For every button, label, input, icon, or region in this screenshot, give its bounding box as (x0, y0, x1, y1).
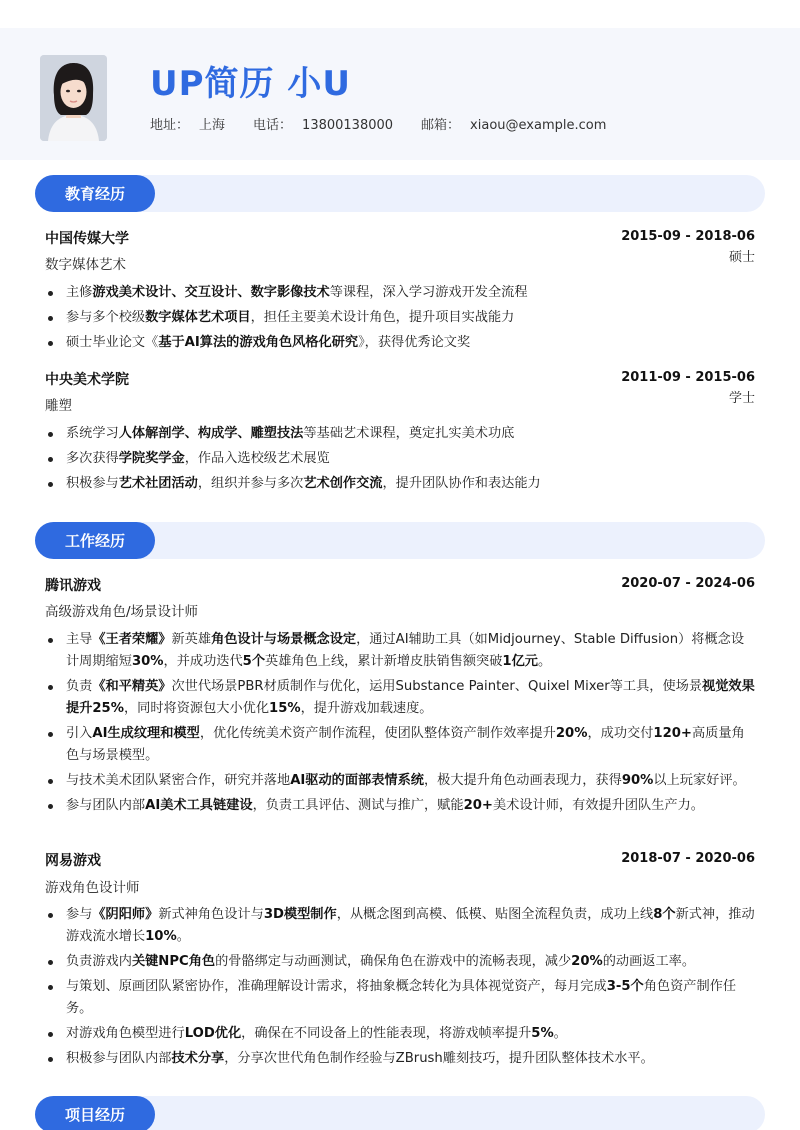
bullet-item (45, 723, 757, 767)
resume-header (0, 28, 800, 160)
major: 数字媒体艺术 (45, 257, 126, 273)
bullet-text: 对游戏角色模型进行 (66, 1026, 185, 1041)
bullet-text: 。 (553, 1026, 567, 1041)
bullet-highlight: 3-5个 (606, 979, 644, 994)
major: 雕塑 (45, 398, 72, 414)
bullet-text: ，提升团队协作和表达能力 (382, 476, 541, 491)
bullet-highlight: 10% (145, 929, 177, 944)
bullet-highlight: 20% (555, 726, 588, 741)
phone-value: 13800138000 (302, 118, 394, 133)
bullet-highlight: 关键NPC角色 (131, 954, 216, 969)
bullet-text: ，负责工具评估、测试与推广，赋能 (252, 798, 464, 813)
bullet-item (45, 976, 757, 1020)
bullet-text: ，并成功迭代 (163, 654, 243, 669)
bullet-highlight: 《和平精英》 (92, 679, 172, 694)
education-date: 2015-09 - 2018-06 (621, 229, 755, 244)
profile-photo (40, 55, 107, 141)
job-role: 高级游戏角色/场景设计师 (45, 604, 199, 620)
phone-info (253, 114, 393, 133)
job-role: 游戏角色设计师 (45, 880, 140, 896)
bullet-item (45, 1048, 757, 1070)
bullet-highlight: 视觉效果提升25% (66, 679, 755, 716)
bullet-text: 主修 (66, 285, 93, 300)
bullet-text: 与策划、原画团队紧密协作，准确理解设计需求，将抽象概念转化为具体视觉资产，每月完成 (66, 979, 607, 994)
bullet-highlight: 20% (571, 954, 603, 969)
education-bullets (45, 282, 757, 357)
bullet-text: 硕士毕业论文《 (66, 335, 159, 350)
bullet-text: ，成功交付 (587, 726, 654, 741)
bullet-highlight: 角色设计与场景概念设定 (211, 632, 357, 647)
bullet-item (45, 332, 757, 354)
work-bullets (45, 629, 757, 820)
bullet-text: 新式神，推动游戏流水增长 (66, 907, 755, 944)
bullet-text: ，极大提升角色动画表现力，获得 (424, 773, 622, 788)
bullet-text: 角色资产制作任务。 (66, 979, 737, 1016)
school-name: 中央美术学院 (45, 372, 129, 388)
bullet-highlight: 学院奖学金 (118, 451, 185, 466)
bullet-text: 新英雄 (171, 632, 212, 647)
email-label: 邮箱： (421, 118, 461, 133)
bullet-text: 英雄角色上线，累计新增皮肤销售额突破 (265, 654, 503, 669)
email-value: xiaou@example.com (470, 118, 607, 133)
bullet-text: 等基础艺术课程，奠定扎实美术功底 (303, 426, 515, 441)
bullet-highlight: 《阴阳师》 (92, 907, 159, 922)
bullet-highlight: 8个 (653, 907, 676, 922)
candidate-name: UP简历 小U (150, 64, 351, 104)
bullet-highlight: 游戏美术设计、交互设计、数字影像技术 (92, 285, 330, 300)
bullet-text: 多次获得 (66, 451, 119, 466)
bullet-text: 高质量角色与场景模型。 (66, 726, 745, 763)
bullet-highlight: 1亿元 (502, 654, 538, 669)
bullet-highlight: 基于AI算法的游戏角色风格化研究 (158, 335, 359, 350)
work-date: 2020-07 - 2024-06 (621, 576, 755, 591)
bullet-item (45, 282, 757, 304)
bullet-text: ，同时将资源包大小优化 (123, 701, 270, 716)
bullet-text: 引入 (66, 726, 93, 741)
bullet-highlight: AI美术工具链建设 (145, 798, 253, 813)
bullet-text: 负责 (66, 679, 93, 694)
degree: 硕士 (728, 250, 755, 265)
bullet-text: 系统学习 (66, 426, 119, 441)
bullet-text: 与技术美术团队紧密合作，研究并落地 (66, 773, 291, 788)
bullet-item (45, 676, 757, 720)
bullet-highlight: 120+ (653, 726, 692, 741)
bullet-highlight: 30% (131, 654, 164, 669)
portrait-image (40, 55, 107, 141)
bullet-highlight: AI生成纹理和模型 (92, 726, 200, 741)
bullet-highlight: 数字媒体艺术项目 (145, 310, 251, 325)
work-bullets (45, 904, 757, 1073)
bullet-item (45, 770, 757, 792)
bullet-item (45, 1023, 757, 1045)
bullet-text: 等课程，深入学习游戏开发全流程 (329, 285, 528, 300)
address-info (150, 114, 225, 133)
bullet-text: ，确保在不同设备上的性能表现，将游戏帧率提升 (241, 1026, 532, 1041)
bullet-highlight: 3D模型制作 (263, 907, 337, 922)
education-date: 2011-09 - 2015-06 (621, 370, 755, 385)
bullet-item (45, 629, 757, 673)
bullet-text: ，作品入选校级艺术展览 (184, 451, 330, 466)
bullet-highlight: 5% (531, 1026, 554, 1041)
bullet-text: 以上玩家好评。 (653, 773, 746, 788)
bullet-text: 。 (537, 654, 552, 669)
bullet-text: ，从概念图到高模、低模、贴图全流程负责，成功上线 (336, 907, 654, 922)
bullet-highlight: 20+ (463, 798, 493, 813)
bullet-text: ，通过AI辅助工具（如Midjourney、Stable Diffusion）将概念设计周期缩短 (66, 632, 745, 669)
bullet-text: 参与多个校级 (66, 310, 146, 325)
bullet-highlight: 《王者荣耀》 (92, 632, 172, 647)
projects-section-header (35, 1096, 765, 1130)
bullet-item (45, 904, 757, 948)
work-date: 2018-07 - 2020-06 (621, 851, 755, 866)
bullet-item (45, 473, 757, 495)
work-section-header (35, 522, 765, 559)
education-section-title: 教育经历 (35, 175, 155, 212)
address-value: 上海 (199, 118, 226, 133)
bullet-highlight: LOD优化 (184, 1026, 242, 1041)
bullet-text: 新式神角色设计与 (158, 907, 264, 922)
contact-info (150, 114, 634, 133)
bullet-item (45, 423, 757, 445)
bullet-text: 的动画返工率。 (602, 954, 696, 969)
bullet-text: 积极参与 (66, 476, 119, 491)
bullet-item (45, 795, 757, 817)
bullet-text: ，提升游戏加载速度。 (300, 701, 433, 716)
bullet-text: 次世代场景PBR材质制作与优化，运用Substance Painter、Quixel Mixer等工具，使场景 (171, 679, 703, 694)
phone-label: 电话： (253, 118, 293, 133)
bullet-text: ，担任主要美术设计角色，提升项目实战能力 (250, 310, 515, 325)
bullet-text: 参与 (66, 907, 93, 922)
bullet-text: 参与团队内部 (66, 798, 146, 813)
education-section-header (35, 175, 765, 212)
education-bullets (45, 423, 757, 498)
projects-section-title: 项目经历 (35, 1096, 155, 1130)
bullet-text: 积极参与团队内部 (66, 1051, 172, 1066)
bullet-highlight: 5个 (242, 654, 266, 669)
bullet-text: 主导 (66, 632, 93, 647)
bullet-text: 。 (176, 929, 190, 944)
company-name: 腾讯游戏 (45, 578, 101, 594)
bullet-highlight: 人体解剖学、构成学、雕塑技法 (118, 426, 304, 441)
school-name: 中国传媒大学 (45, 231, 129, 247)
bullet-text: 美术设计师，有效提升团队生产力。 (492, 798, 704, 813)
bullet-highlight: 技术分享 (171, 1051, 225, 1066)
address-label: 地址： (150, 118, 190, 133)
bullet-text: 》，获得优秀论文奖 (358, 335, 471, 350)
bullet-item (45, 307, 757, 329)
bullet-item (45, 951, 757, 973)
bullet-highlight: 艺术社团活动 (118, 476, 198, 491)
work-section-title: 工作经历 (35, 522, 155, 559)
degree: 学士 (728, 391, 755, 406)
bullet-text: ，组织并参与多次 (197, 476, 304, 491)
bullet-highlight: AI驱动的面部表情系统 (290, 773, 424, 788)
bullet-text: 负责游戏内 (66, 954, 132, 969)
bullet-text: 的骨骼绑定与动画测试，确保角色在游戏中的流畅表现，减少 (215, 954, 572, 969)
company-name: 网易游戏 (45, 853, 101, 869)
bullet-highlight: 15% (269, 701, 301, 716)
bullet-text: ，分享次世代角色制作经验与ZBrush雕刻技巧，提升团队整体技术水平。 (224, 1051, 654, 1066)
bullet-item (45, 448, 757, 470)
bullet-text: ，优化传统美术资产制作流程，使团队整体资产制作效率提升 (199, 726, 556, 741)
email-info (421, 114, 606, 133)
bullet-highlight: 90% (621, 773, 654, 788)
bullet-highlight: 艺术创作交流 (303, 476, 383, 491)
